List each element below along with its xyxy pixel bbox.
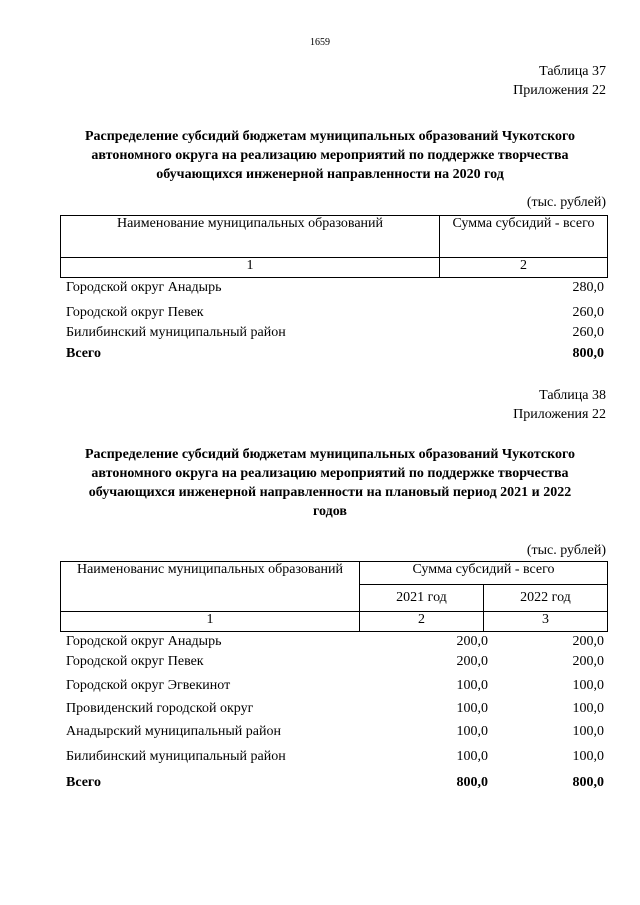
row-name: Городской округ Певек [66, 654, 204, 669]
table38-title-line2: автономного округа на реализацию мероприятий по поддержке творчества [91, 466, 569, 481]
table37-units: (тыс. рублей) [526, 195, 606, 210]
table37-title-line3: обучающихся инженерной направленности на 2020 год [156, 167, 504, 182]
row-value-2021: 100,0 [456, 678, 488, 693]
row-value: 280,0 [572, 280, 604, 295]
table38-caption [513, 386, 606, 424]
page-number: 1659 [310, 37, 330, 48]
table37-header [60, 215, 608, 278]
total-value-2022: 800,0 [572, 775, 604, 790]
row-value-2022: 100,0 [572, 678, 604, 693]
table-row [66, 701, 604, 721]
table37-title [60, 127, 600, 184]
row-value-2021: 100,0 [456, 724, 488, 739]
table38-units: (тыс. рублей) [526, 543, 606, 558]
table38-col-2022: 2022 год [483, 585, 607, 612]
row-value-2021: 200,0 [456, 654, 488, 669]
table-row [66, 678, 604, 698]
table37-caption [513, 62, 606, 100]
table38-total-row [66, 775, 604, 795]
row-value-2021: 100,0 [456, 749, 488, 764]
row-value-2022: 100,0 [572, 724, 604, 739]
table38-colnum-1: 1 [61, 612, 360, 632]
row-value-2021: 100,0 [456, 701, 488, 716]
row-name: Билибинский муниципальный район [66, 749, 286, 764]
row-value: 260,0 [572, 305, 604, 320]
table38-col-2021: 2021 год [360, 585, 484, 612]
table38-title-line1: Распределение субсидий бюджетам муниципальных образований Чукотского [84, 447, 576, 462]
table37-title-line1: Распределение субсидий бюджетам муниципальных образований Чукотского [84, 129, 576, 144]
row-name: Провиденский городской округ [66, 701, 254, 716]
table37-col-sum: Сумма субсидий - всего [440, 216, 608, 258]
table-row [66, 280, 604, 300]
total-value-2021: 800,0 [456, 775, 488, 790]
table-row [66, 724, 604, 744]
table38-col-sum: Сумма субсидий - всего [360, 562, 608, 585]
table37-title-line2: автономного округа на реализацию мероприятий по поддержке творчества [91, 148, 569, 163]
row-value-2021: 200,0 [456, 634, 488, 649]
table38-title-line4: годов [313, 504, 347, 519]
table38-colnum-3: 3 [483, 612, 607, 632]
total-label: Всего [66, 346, 101, 361]
row-name: Билибинский муниципальный район [66, 325, 286, 340]
row-name: Городской округ Певек [66, 305, 204, 320]
row-name: Анадырский муниципальный район [66, 724, 281, 739]
row-name: Городской округ Анадырь [66, 280, 222, 295]
row-value-2022: 200,0 [572, 654, 604, 669]
table-row [66, 305, 604, 325]
table38-caption-line1: Таблица 38 [539, 388, 606, 403]
row-value-2022: 200,0 [572, 634, 604, 649]
table38-caption-line2: Приложения 22 [513, 407, 606, 422]
row-value-2022: 100,0 [572, 701, 604, 716]
row-value: 260,0 [572, 325, 604, 340]
table37-caption-line1: Таблица 37 [539, 64, 606, 79]
table38-col-name: Наименованис муниципальных образований [61, 562, 360, 612]
table37-total-row [66, 346, 604, 366]
table-row [66, 325, 604, 345]
table38-title [60, 445, 600, 521]
table-row [66, 654, 604, 674]
table38-title-line3: обучающихся инженерной направленности на плановый период 2021 и 2022 [88, 485, 572, 500]
table37-colnum-1: 1 [61, 258, 440, 278]
row-value-2022: 100,0 [572, 749, 604, 764]
table38-header [60, 561, 608, 632]
table37-caption-line2: Приложения 22 [513, 83, 606, 98]
row-name: Городской округ Эгвекинот [66, 678, 231, 693]
table-row [66, 749, 604, 769]
table-row [66, 634, 604, 654]
table37-col-name: Наименование муниципальных образований [61, 216, 440, 258]
table38-colnum-2: 2 [360, 612, 484, 632]
table37-colnum-2: 2 [440, 258, 608, 278]
total-value: 800,0 [572, 346, 604, 361]
row-name: Городской округ Анадырь [66, 634, 222, 649]
total-label: Всего [66, 775, 101, 790]
